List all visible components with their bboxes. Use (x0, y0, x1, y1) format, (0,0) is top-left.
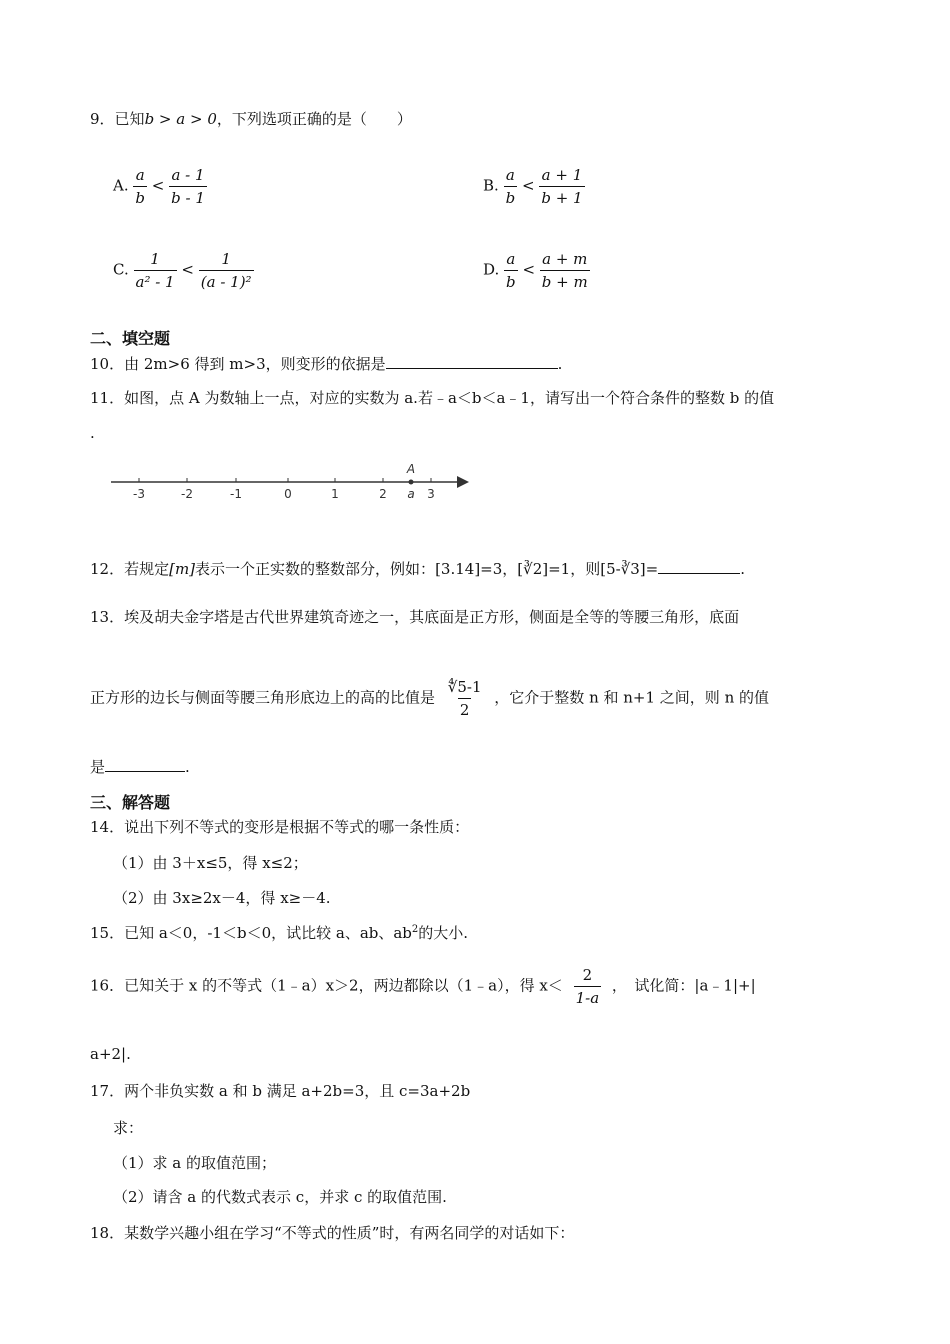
tick-label: 3 (427, 487, 435, 501)
q9-condition: b > a > 0 (144, 110, 217, 128)
point-a-value-label: a (407, 487, 415, 501)
number-line (105, 458, 475, 506)
answer-blank[interactable] (386, 354, 558, 369)
q16: 16．已知关于 x 的不等式（1﹣a）x＞2，两边都除以（1﹣a），得 x＜ $\frac{2}{1-a}$ ， 试化简：|a﹣1|+| (90, 966, 756, 1007)
q16-line2: a+2|. (90, 1045, 131, 1063)
q11-end: . (90, 424, 95, 442)
question-number: 9． (90, 110, 115, 128)
tick-label: -3 (133, 487, 145, 501)
q14-sub1: （1）由 3＋x≤5，得 x≤2； (113, 854, 308, 872)
q18: 18．某数学兴趣小组在学习“不等式的性质”时，有两名同学的对话如下： (90, 1224, 575, 1242)
q9-stem: 9．已知b > a > 0，下列选项正确的是（ ） (90, 110, 412, 128)
answer-blank[interactable] (658, 559, 740, 574)
q13-line2: 正方形的边长与侧面等腰三角形底边上的高的比值是 $\frac{∜5-1}{2}$ ，它介于整数 n 和 n+1 之间，则 n 的值 (90, 678, 770, 719)
point-a-dot (409, 480, 414, 485)
q9-option-c[interactable]: C. $\frac{1}{\text{a² - 1}}$ < $\frac{1}{\text{(a - 1)²}}$ (113, 250, 252, 291)
tick-label: 2 (379, 487, 387, 501)
number-line-arrow (457, 476, 469, 488)
q9-option-d[interactable]: D. $\frac{a}{b}$ < $\frac{a + m}{b + m}$ (483, 250, 588, 291)
answer-blank[interactable] (105, 757, 185, 772)
point-a-label: A (406, 462, 416, 476)
q11: 11．如图，点 A 为数轴上一点，对应的实数为 a.若﹣a＜b＜a﹣1，请写出一个符合条件的整数 b 的值 (90, 389, 775, 407)
section-title-fill-in: 二、填空题 (90, 329, 171, 348)
q9-option-b[interactable]: B. $\frac{a}{b}$ < $\frac{a + 1}{b + 1}$ (483, 166, 583, 207)
q13-line3: 是 . (90, 758, 190, 776)
q14: 14．说出下列不等式的变形是根据不等式的哪一条性质： (90, 818, 470, 836)
tick-label: 0 (284, 487, 292, 501)
q17-sub1: （1）求 a 的取值范围； (113, 1154, 277, 1172)
q17-ask: 求： (113, 1119, 144, 1137)
q9-option-a[interactable]: A. $\frac{a}{b}$ < $\frac{a - 1}{b - 1}$ (113, 166, 205, 207)
q14-sub2: （2）由 3x≥2x－4，得 x≥－4. (113, 889, 331, 907)
section-title-solve: 三、解答题 (90, 793, 171, 812)
q17-sub2: （2）请含 a 的代数式表示 c，并求 c 的取值范围. (113, 1188, 447, 1206)
tick-label: 1 (331, 487, 339, 501)
q13-line1: 13．埃及胡夫金字塔是古代世界建筑奇迹之一，其底面是正方形，侧面是全等的等腰三角形，底面 (90, 608, 740, 626)
q17: 17．两个非负实数 a 和 b 满足 a+2b=3，且 c=3a+2b (90, 1082, 471, 1100)
q10: 10．由 2m>6 得到 m>3，则变形的依据是 . (90, 355, 563, 373)
q15: 15．已知 a＜0，-1＜b＜0，试比较 a、ab、$ab^2$的大小. (90, 924, 469, 942)
q12: 12．若规定[m]表示一个正实数的整数部分，例如：[3.14]=3，[∛2]=1，则[5-∛3]= . (90, 560, 746, 578)
tick-label: -1 (230, 487, 242, 501)
tick-label: -2 (181, 487, 193, 501)
